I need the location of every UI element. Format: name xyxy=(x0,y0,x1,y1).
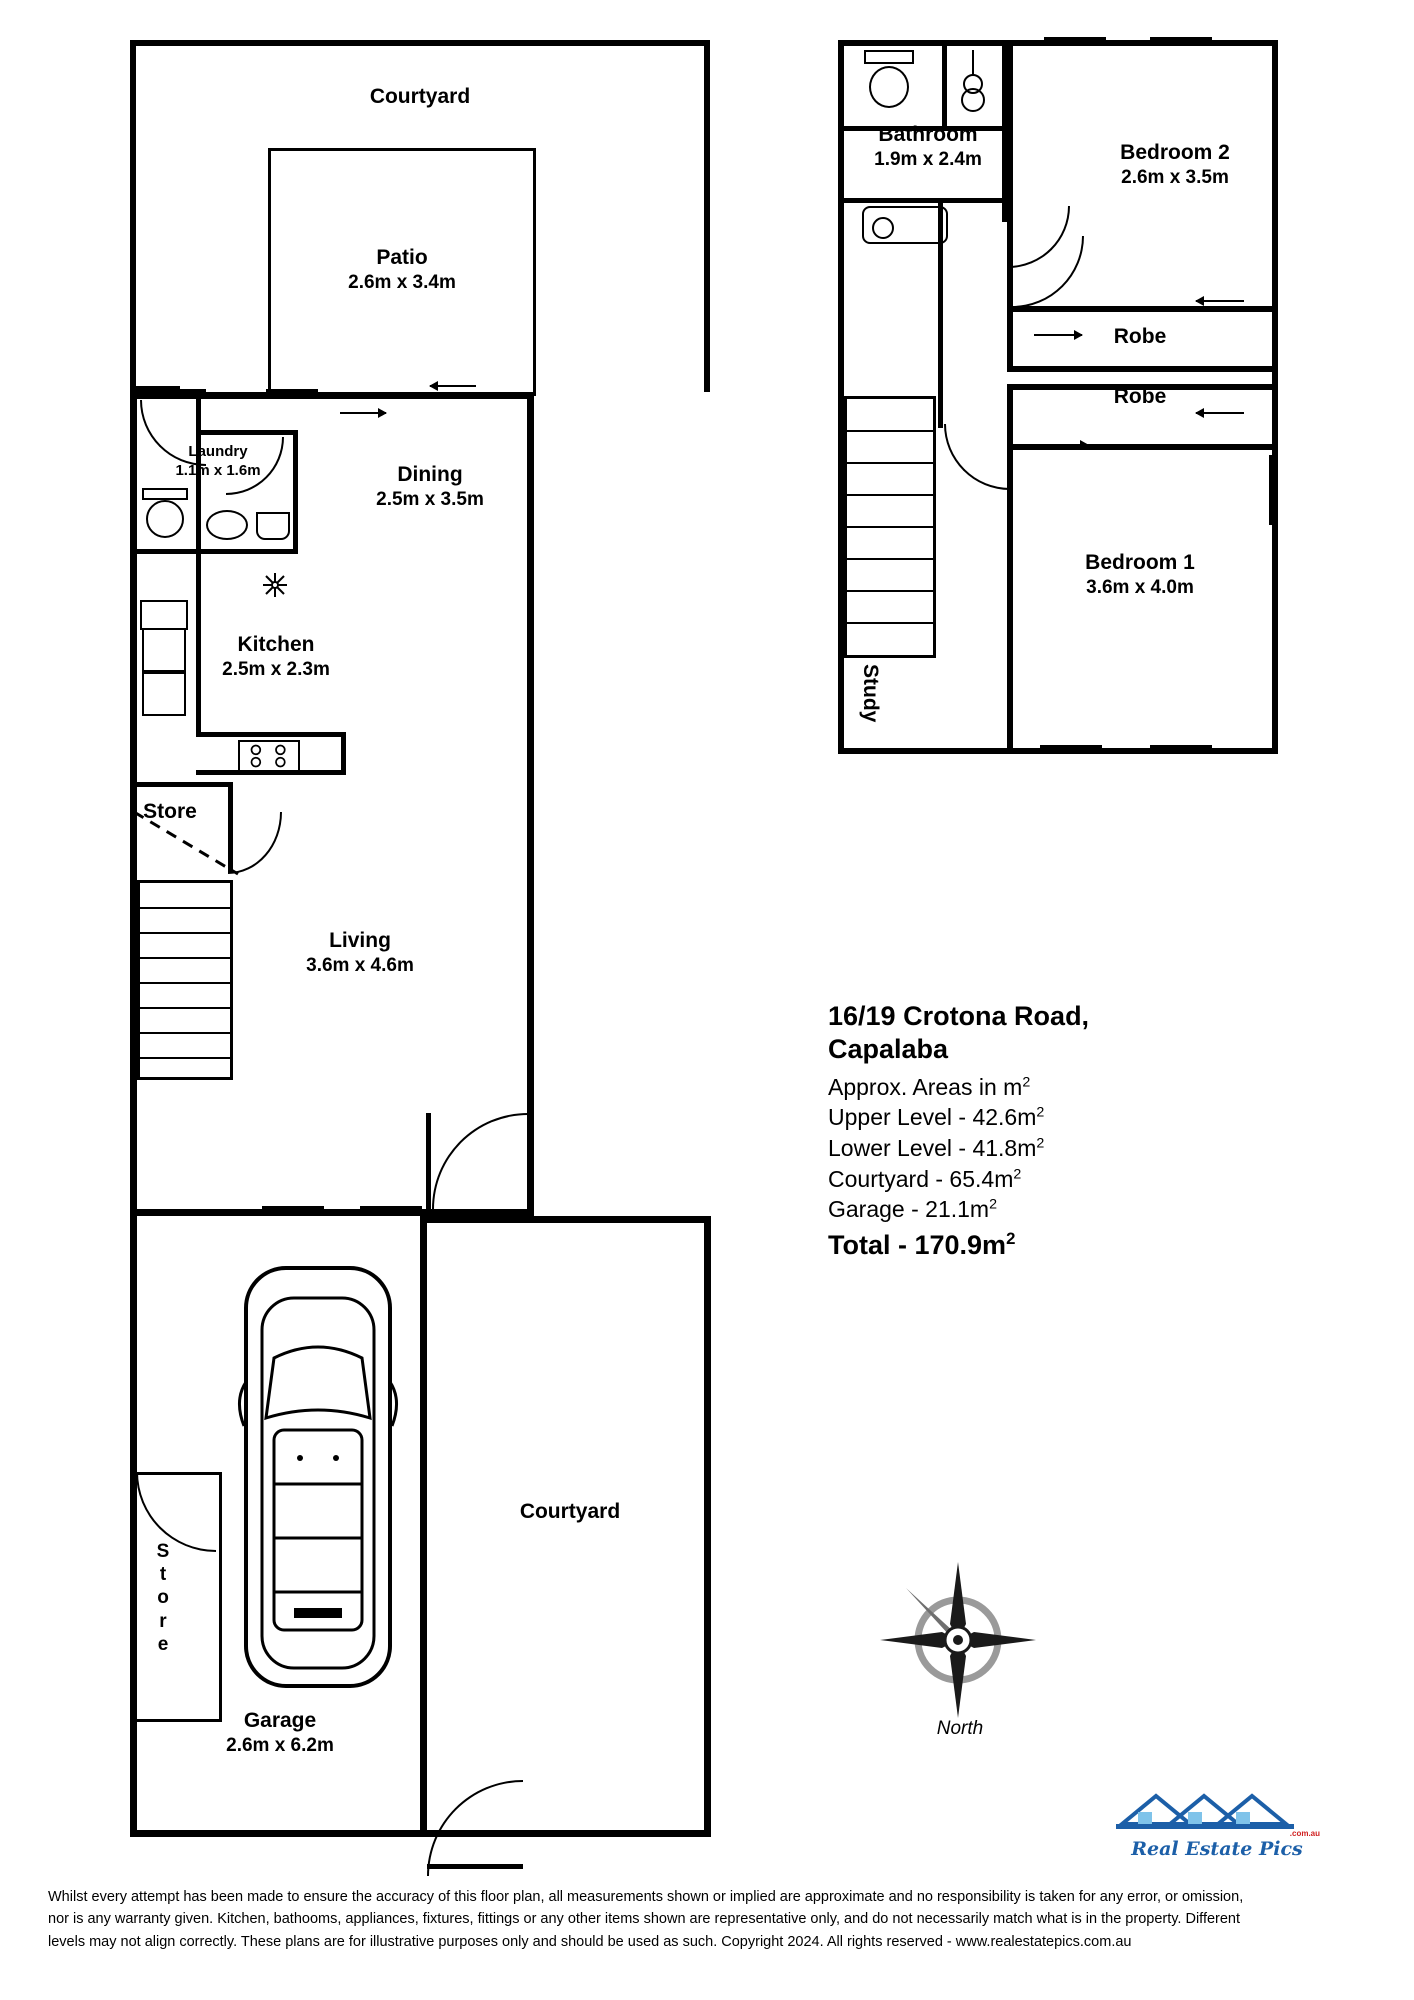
area-lower-text: Lower Level - 41.8m xyxy=(828,1135,1037,1162)
label-robe2: Robe xyxy=(1113,385,1167,408)
label-dining xyxy=(320,462,540,512)
logo-subtext: .com.au xyxy=(1289,1829,1320,1838)
laundry-name: Laundry xyxy=(188,443,248,460)
car-icon xyxy=(228,1262,408,1692)
toilet-upper-cistern xyxy=(864,50,914,64)
stairs-upper xyxy=(844,396,936,658)
window-upper-top-2 xyxy=(1150,37,1212,41)
wall-garage-right xyxy=(420,1216,427,1837)
label-bedroom1 xyxy=(1005,550,1275,600)
wall-robe1-top xyxy=(1007,306,1278,312)
wall-garage-bottom xyxy=(130,1830,427,1837)
laundry-dim: 1.1m x 1.6m xyxy=(175,461,261,479)
wall-house-lower-bottom xyxy=(130,1209,534,1216)
door-swing-store-mid xyxy=(228,812,282,874)
door-swing-garage xyxy=(427,1780,523,1876)
store-letter-4: e xyxy=(157,1633,169,1655)
window-upper-bottom-2 xyxy=(1150,745,1212,749)
store-letter-3: r xyxy=(159,1610,167,1632)
logo-text: Real Estate Pics xyxy=(1131,1838,1303,1860)
address-line-2: Capalaba xyxy=(828,1033,949,1064)
living-name: Living xyxy=(329,929,391,952)
area-garage-sup: 2 xyxy=(989,1196,998,1213)
sink-icon xyxy=(140,600,188,630)
arrow-robe1-left xyxy=(1196,300,1244,302)
garage-dim: 2.6m x 6.2m xyxy=(226,1735,334,1757)
area-courtyard xyxy=(828,1164,1308,1195)
property-address xyxy=(828,1000,1308,1066)
label-store-garage xyxy=(150,1540,176,1656)
shower-icon xyxy=(950,50,996,116)
laundry-basin-icon xyxy=(206,510,248,540)
label-robe1: Robe xyxy=(1113,325,1167,348)
label-courtyard-upper: Courtyard xyxy=(369,85,471,108)
area-upper-text: Upper Level - 42.6m xyxy=(828,1104,1037,1131)
bedroom1-name: Bedroom 1 xyxy=(1085,551,1195,574)
wall-bath-bottom xyxy=(844,198,1007,203)
compass-rose-icon xyxy=(878,1560,1038,1720)
label-courtyard-lower: Courtyard xyxy=(519,1500,621,1523)
window-lower-bottom-1 xyxy=(262,1206,324,1210)
toilet-lower-icon xyxy=(146,500,184,538)
label-living xyxy=(250,928,470,978)
website-link[interactable]: www.realestatepics.com.au xyxy=(955,1933,1132,1950)
arrow-robe2-left xyxy=(1196,412,1244,414)
door-swing-bed2 xyxy=(1012,236,1084,308)
area-total-text: Total - 170.9m xyxy=(828,1229,1007,1260)
disclaimer-line-3 xyxy=(48,1931,1368,1953)
label-patio xyxy=(272,245,532,295)
bathtub-icon xyxy=(862,206,948,244)
wall-living-door-jamb xyxy=(426,1113,431,1213)
wall-bed2-left xyxy=(1007,40,1013,310)
area-courtyard-text: Courtyard - 65.4m xyxy=(828,1165,1014,1192)
area-lower-sup: 2 xyxy=(1036,1135,1045,1152)
kitchen-dim: 2.5m x 2.3m xyxy=(222,659,330,681)
bathroom-name: Bathroom xyxy=(878,123,978,146)
area-garage-text: Garage - 21.1m xyxy=(828,1196,990,1223)
fridge-icon xyxy=(142,628,186,672)
wall-house-lower-right xyxy=(527,392,534,1216)
wall-lc-left-upper xyxy=(130,1216,137,1466)
area-upper-sup: 2 xyxy=(1036,1104,1045,1121)
wall-kitchen-bench-right xyxy=(341,732,346,774)
wall-house-lower-top xyxy=(130,392,534,399)
area-total xyxy=(828,1229,1308,1261)
wall-laundry-div xyxy=(196,430,298,435)
garage-door-sill xyxy=(427,1864,523,1869)
disclaimer-line-1: Whilst every attempt has been made to ensure the accuracy of this floor plan, all measurements shown or implied are approximate and no responsibility is taken for any error, or omission, xyxy=(48,1889,1244,1905)
patio-dim: 2.6m x 3.4m xyxy=(348,272,456,294)
label-bedroom2 xyxy=(1060,140,1290,190)
bedroom2-name: Bedroom 2 xyxy=(1120,141,1230,164)
area-lower xyxy=(828,1133,1308,1164)
patio-name: Patio xyxy=(376,246,428,269)
bathroom-dim: 1.9m x 2.4m xyxy=(874,149,982,171)
window-lower-top-2 xyxy=(266,389,318,392)
door-swing-living xyxy=(432,1113,528,1209)
wall-courtyard-left xyxy=(130,40,136,392)
window-upper-bottom-1 xyxy=(1040,745,1102,749)
window-lower-top-1 xyxy=(150,389,206,392)
label-study: Study xyxy=(859,664,882,723)
arrow-patio-left xyxy=(430,385,476,387)
realestatepics-logo xyxy=(1108,1782,1326,1864)
disclaimer-line-3-text: levels may not align correctly. These plans are for illustrative purposes only and should be used as such. Copyright 2024. All rights reserved - xyxy=(48,1933,956,1950)
arrow-robe2-right xyxy=(1040,444,1088,446)
cooktop-icon xyxy=(238,740,300,772)
living-dim: 3.6m x 4.6m xyxy=(306,955,414,977)
wall-bed1-left xyxy=(1007,444,1013,754)
wall-robe1-left xyxy=(1007,306,1013,372)
arrow-patio-right xyxy=(340,412,386,414)
arrow-robe1-right xyxy=(1034,334,1082,336)
wall-bath-shower-div xyxy=(942,40,947,128)
area-garage xyxy=(828,1194,1308,1225)
store-letter-2: o xyxy=(157,1587,169,1609)
wall-courtyard-right xyxy=(704,40,710,392)
door-swing-wc xyxy=(226,437,284,495)
window-upper-top-1 xyxy=(1044,37,1106,41)
disclaimer-line-2: nor is any warranty given. Kitchen, bathooms, appliances, fixtures, fittings or any other items shown are representative only, and do not necessarily match what is in the property. Different xyxy=(48,1911,1241,1928)
window-lower-bottom-2 xyxy=(360,1206,422,1210)
window-upper-right-1 xyxy=(1269,455,1273,525)
garage-name: Garage xyxy=(243,1709,317,1732)
area-upper xyxy=(828,1102,1308,1133)
wall-courtyard-top xyxy=(130,40,710,46)
wall-robe1-bottom xyxy=(1007,366,1278,372)
wall-kitchen-bench-top xyxy=(196,732,346,737)
wall-lc-top-right xyxy=(420,1216,711,1223)
address-line-1: 16/19 Crotona Road, xyxy=(828,1001,1090,1031)
store-letter-1: t xyxy=(159,1564,167,1586)
areas-note-text: Approx. Areas in m xyxy=(828,1073,1023,1100)
toilet-upper-icon xyxy=(869,66,909,108)
laundry-tub-icon xyxy=(256,512,290,540)
door-swing-bed1 xyxy=(944,424,1010,490)
areas-note xyxy=(828,1072,1308,1103)
label-kitchen xyxy=(166,632,386,682)
wall-hall-right xyxy=(938,198,943,428)
label-store-mid: Store xyxy=(143,800,197,823)
areas-note-sup: 2 xyxy=(1022,1074,1031,1091)
store-letter-0: S xyxy=(156,1541,170,1562)
ceiling-fan-icon xyxy=(262,572,288,598)
dining-name: Dining xyxy=(397,463,463,486)
toilet-lower-cistern xyxy=(142,488,188,500)
wall-laundry-bottom xyxy=(137,549,297,554)
bedroom1-dim: 3.6m x 4.0m xyxy=(1086,577,1194,599)
label-bathroom xyxy=(828,122,1028,172)
wall-lc-right xyxy=(704,1216,711,1836)
stairs-lower xyxy=(137,880,233,1080)
disclaimer-text xyxy=(48,1886,1368,1953)
dining-dim: 2.5m x 3.5m xyxy=(376,489,484,511)
info-panel xyxy=(828,1000,1308,1261)
area-courtyard-sup: 2 xyxy=(1013,1165,1022,1182)
cupboard-icon xyxy=(142,672,186,716)
bedroom2-dim: 2.6m x 3.5m xyxy=(1121,167,1229,189)
compass-north-label: North xyxy=(936,1718,984,1739)
wall-store-mid-top xyxy=(137,782,233,787)
area-total-sup: 2 xyxy=(1006,1228,1016,1248)
label-garage xyxy=(170,1708,390,1758)
kitchen-name: Kitchen xyxy=(237,633,315,656)
